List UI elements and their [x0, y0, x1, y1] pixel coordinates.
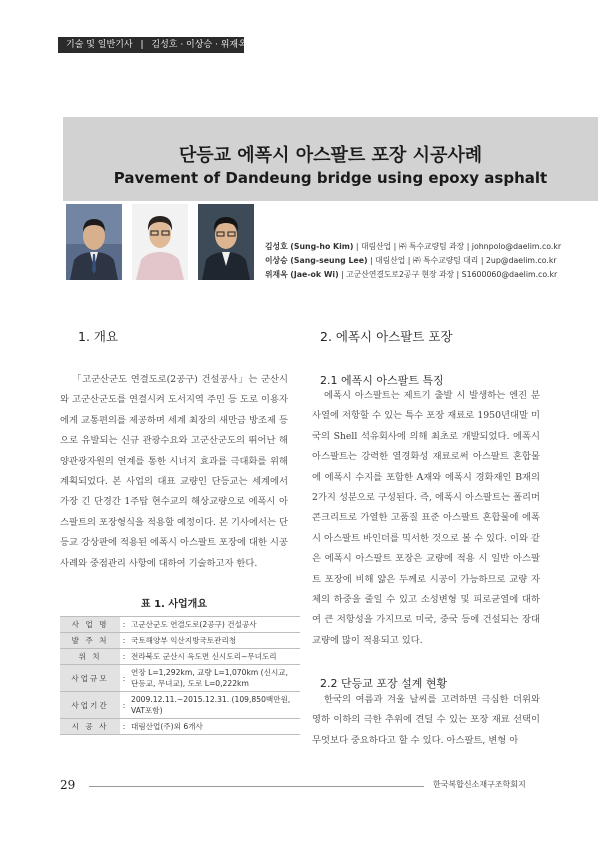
title-korean: 단등교 에폭시 아스팔트 포장 시공사례: [178, 145, 483, 166]
header-separator: |: [140, 40, 144, 50]
author-list: [265, 240, 595, 282]
table-key: 위 치: [60, 649, 120, 665]
table-row: 발 주 처 : 국토해양부 익산지방국토관리청: [60, 633, 300, 649]
subsection-2-2-paragraph: 한국의 여름과 겨울 날씨를 고려하면 극심한 더위와 영하 이하의 극한 추위에 견딜 수 있는 포장 재료 선택이 무엇보다 중요하다고 할 수 있다. 아스팔트, 변형 아: [312, 694, 540, 746]
subsection-2-1-heading: 2.1 에폭시 아스팔트 특징: [320, 374, 444, 387]
table-value: 대림산업(주)외 6개사: [128, 719, 300, 735]
author-line: [265, 268, 595, 282]
section-header: [58, 37, 247, 53]
author-affiliation: | 대림산업 | ㈜ 특수교량팀 대리 | 2up@daelim.co.kr: [370, 256, 557, 265]
author-name: 위재옥 (Jae-ok Wi): [265, 270, 339, 279]
author-photo-2: [132, 204, 188, 280]
table-key: 사업규모: [60, 665, 120, 692]
project-overview-table: [60, 616, 300, 735]
header-section: 기술 및 일반기사: [66, 40, 133, 50]
page-number: 29: [60, 778, 76, 792]
header-authors: 김성호 · 이상승 · 위재옥: [151, 40, 247, 50]
title-english: Pavement of Dandeung bridge using epoxy asphalt: [113, 169, 548, 187]
table-key: 사 업 명: [60, 617, 120, 633]
table-key: 사업기간: [60, 692, 120, 719]
journal-name: 한국복합신소재구조학회지: [433, 780, 526, 789]
table1-caption: 표 1. 사업개요: [140, 599, 208, 610]
table-value: 연장 L=1,292km, 교량 L=1,070km (신시교, 단등교, 무녀교), 도로 L=0,222km: [128, 665, 300, 692]
author-photo-1: [66, 204, 122, 280]
table-row: 사 업 명 : 고군산군도 연결도로(2공구) 건설공사: [60, 617, 300, 633]
table-row: 위 치 : 전라북도 군산시 옥도면 신시도리∼무녀도리: [60, 649, 300, 665]
author-line: [265, 254, 595, 268]
author-line: [265, 240, 595, 254]
subsection-2-2-heading: 2.2 단등교 포장 설계 현황: [320, 677, 448, 690]
section2-heading: 2. 에폭시 아스팔트 포장: [320, 329, 453, 344]
subsection-2-1-paragraph: 에폭시 아스팔트는 제트기 출발 시 발생하는 엔진 분사열에 저항할 수 있는 특수 포장 재료로 1950년대말 미국의 Shell 석유회사에 의해 최초로 개발되었다. 에폭시 아스팔트는 강력한 열경화성 재료로써 아스팔트 혼합물에 에폭시 수지를 포함한 A재와 에폭시 경화재인 B재의 2가지 성분으로 구성된다. 즉, 에폭시 아스팔트는 폴리머 콘크리트로 가열한 고품질 표준 아스팔트 혼합물에 에폭시 아스팔트 바인더를 믹서한 것으로 볼 수 있다. 이와 같은 에폭시 아스팔트 포장은 교량에 적용 시 일반 아스팔트 포장에 비해 얇은 두께로 시공이 가능하므로 교량 자체의 하중을 줄일 수 있고 소성변형 및 피로균열에 대하여 큰 저항성을 가지므로 미국, 중국 등에 건설되는 장대교량에 많이 적용되고 있다.: [312, 390, 540, 646]
section1-heading: 1. 개요: [78, 329, 119, 344]
table-value: 국토해양부 익산지방국토관리청: [128, 633, 300, 649]
table-value: 2009.12.11.∼2015.12.31. (109,850백만원, VAT포함): [128, 692, 300, 719]
author-affiliation: | 고군산연결도로2공구 현장 과장 | S1600060@daelim.co.kr: [341, 270, 558, 279]
table-row: 사업기간 : 2009.12.11.∼2015.12.31. (109,850백만원, VAT포함): [60, 692, 300, 719]
footer-divider: [89, 786, 424, 787]
author-photo-3: [198, 204, 254, 280]
table-row: 사업규모 : 연장 L=1,292km, 교량 L=1,070km (신시교, 단등교, 무녀교), 도로 L=0,222km: [60, 665, 300, 692]
author-affiliation: | 대림산업 | ㈜ 특수교량팀 과장 | johnpolo@daelim.co.kr: [355, 242, 562, 251]
table-value: 전라북도 군산시 옥도면 신시도리∼무녀도리: [128, 649, 300, 665]
table-value: 고군산군도 연결도로(2공구) 건설공사: [128, 617, 300, 633]
author-name: 김성호 (Sung-ho Kim): [265, 242, 354, 251]
section1-paragraph: 「고군산군도 연결도로(2공구) 건설공사」는 군산시와 고군산군도를 연결시켜 도서지역 주민 등 도로 이용자에게 교통편의를 제공하며 세계 최장의 새만금 방조제 등으로 유발되는 신규 관광수요와 고군산군도의 뛰어난 해양관광자원의 연계를 통한 시너지 효과를 극대화를 위해 계획되었다. 본 사업의 대표 교량인 단등교는 세계에서 가장 긴 단경간 1주탑 현수교의 해상교량으로 에폭시 아스팔트의 포장형식을 적용할 예정이다. 본 기사에서는 단등교 강상판에 적용된 에폭시 아스팔트 포장에 대한 시공사례와 중점관리 사항에 대하여 기술하고자 한다.: [60, 374, 288, 569]
table-row: 시 공 사 : 대림산업(주)외 6개사: [60, 719, 300, 735]
table-key: 시 공 사: [60, 719, 120, 735]
title-box: [63, 117, 598, 201]
author-name: 이상승 (Sang-seung Lee): [265, 256, 368, 265]
table-key: 발 주 처: [60, 633, 120, 649]
